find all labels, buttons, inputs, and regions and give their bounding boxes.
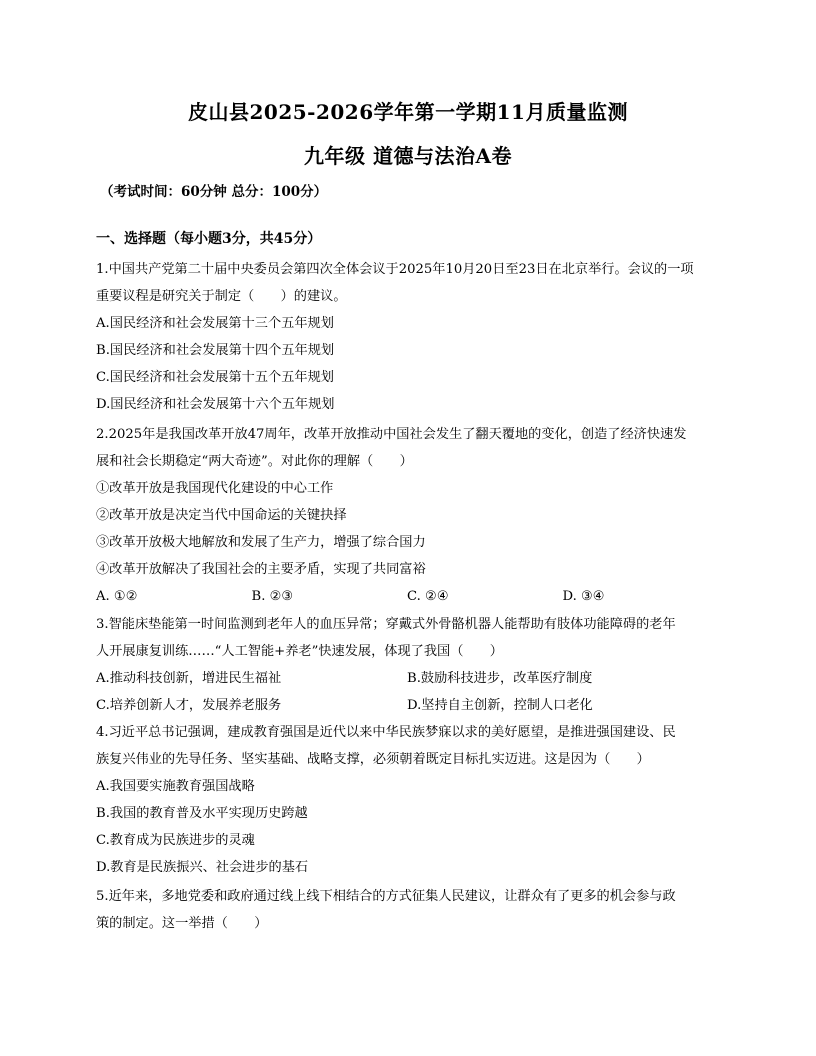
question-stem-line: 策的制定。这一举措（ ） bbox=[96, 916, 268, 931]
options-row bbox=[96, 583, 718, 610]
statement-4: ④改革开放解决了我国社会的主要矛盾，实现了共同富裕 bbox=[96, 562, 426, 577]
question-stem-line: 3.智能床垫能第一时间监测到老年人的血压异常；穿戴式外骨骼机器人能帮助有肢体功能障碍的老年 bbox=[96, 617, 676, 632]
question-2 bbox=[96, 421, 718, 610]
option-d: D.国民经济和社会发展第十六个五年规划 bbox=[96, 397, 335, 412]
options-row bbox=[96, 665, 718, 692]
option-b: B.鼓励科技进步，改革医疗制度 bbox=[407, 671, 593, 686]
option-a: A.国民经济和社会发展第十三个五年规划 bbox=[96, 316, 334, 331]
exam-title: 皮山县2025-2026学年第一学期11月质量监测 bbox=[188, 100, 628, 124]
option-a: A.推动科技创新，增进民生福祉 bbox=[96, 671, 282, 686]
question-stem-line: 1.中国共产党第二十届中央委员会第四次全体会议于2025年10月20日至23日在北京举行。会议的一项 bbox=[96, 262, 694, 277]
option-a: A. ①② bbox=[96, 589, 138, 604]
question-stem-line: 族复兴伟业的先导任务、坚实基础、战略支撑，必须朝着既定目标扎实迈进。这是因为（ ） bbox=[96, 752, 650, 767]
statement-3: ③改革开放极大地解放和发展了生产力，增强了综合国力 bbox=[96, 535, 426, 550]
option-a: A.我国要实施教育强国战略 bbox=[96, 779, 255, 794]
question-stem-line: 2.2025年是我国改革开放47周年，改革开放推动中国社会发生了翻天覆地的变化，创造了经济快速发 bbox=[96, 427, 687, 442]
option-b: B.国民经济和社会发展第十四个五年规划 bbox=[96, 343, 335, 358]
question-5 bbox=[96, 883, 718, 937]
question-4 bbox=[96, 719, 718, 881]
exam-info: （考试时间：60分钟 总分：100分） bbox=[100, 184, 328, 200]
statement-1: ①改革开放是我国现代化建设的中心工作 bbox=[96, 481, 334, 496]
question-stem-line: 展和社会长期稳定“两大奇迹”。对此你的理解（ ） bbox=[96, 454, 413, 469]
question-1 bbox=[96, 256, 718, 418]
exam-subtitle: 九年级 道德与法治A卷 bbox=[304, 144, 512, 168]
option-b: B. ②③ bbox=[251, 589, 294, 604]
question-3 bbox=[96, 611, 718, 719]
question-stem-line: 人开展康复训练……“人工智能+养老”快速发展，体现了我国（ ） bbox=[96, 644, 503, 659]
option-c: C.培养创新人才，发展养老服务 bbox=[96, 698, 282, 713]
option-c: C.国民经济和社会发展第十五个五年规划 bbox=[96, 370, 334, 385]
option-c: C. ②④ bbox=[407, 589, 449, 604]
question-stem-line: 4.习近平总书记强调，建成教育强国是近代以来中华民族梦寐以求的美好愿望，是推进强国建设、民 bbox=[96, 725, 676, 740]
question-stem-line: 5.近年来，多地党委和政府通过线上线下相结合的方式征集人民建议，让群众有了更多的机会参与政 bbox=[96, 889, 676, 904]
option-b: B.我国的教育普及水平实现历史跨越 bbox=[96, 806, 308, 821]
option-d: D. ③④ bbox=[562, 589, 605, 604]
section-heading: 一、选择题（每小题3分，共45分） bbox=[96, 231, 322, 247]
option-d: D.教育是民族振兴、社会进步的基石 bbox=[96, 860, 309, 875]
statement-2: ②改革开放是决定当代中国命运的关键抉择 bbox=[96, 508, 347, 523]
option-d: D.坚持自主创新，控制人口老化 bbox=[407, 698, 593, 713]
option-c: C.教育成为民族进步的灵魂 bbox=[96, 833, 255, 848]
question-stem-line: 重要议程是研究关于制定（ ）的建议。 bbox=[96, 289, 347, 304]
options-row bbox=[96, 692, 718, 719]
